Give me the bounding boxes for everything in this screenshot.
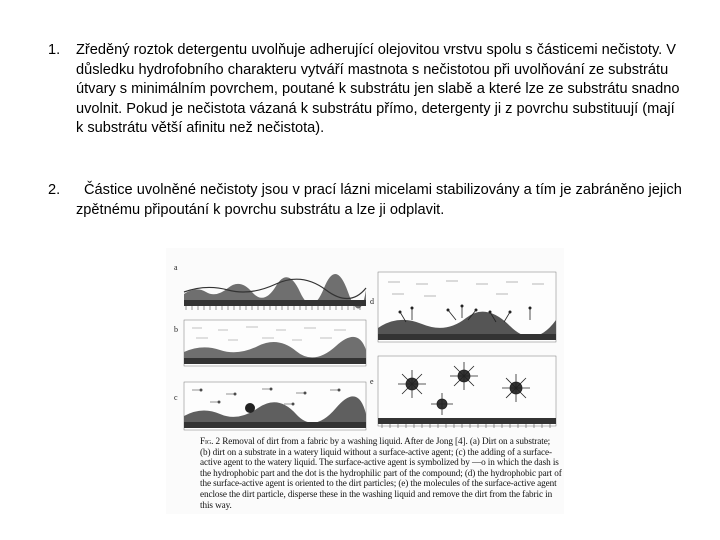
- list-item-text: Zředěný roztok detergentu uvolňuje adherující olejovitou vrstvu spolu s částicemi nečistoty. V důsledku hydrofobního charakteru vytváří mastnota s nečistotou při uvolňování ze substrátu útvary s minimálním povrchem, poutané k substrátu jen slabě a které lze ze substrátu snadno uvolnit. Pokud je nečistota vázaná k substrátu přímo, detergenty ji z povrchu substituují (mají k substrátu větší afinitu než nečistota).: [76, 42, 680, 137]
- panel-label-e: e: [370, 377, 374, 386]
- list-item-text: Částice uvolněné nečistoty jsou v prací lázni micelami stabilizovány a tím je zabráněno jejich zpětnému připoutání k povrchu substrátu a lze ji odplavit.: [76, 182, 682, 218]
- panel-label-b: b: [174, 325, 178, 334]
- panel-label-c: c: [174, 393, 178, 402]
- figure-caption-label: Fig. 2: [200, 436, 221, 446]
- panel-label-d: d: [370, 297, 374, 306]
- figure-caption: [200, 436, 562, 510]
- figure-caption-text: Removal of dirt from a fabric by a washing liquid. After de Jong [4]. (a) Dirt on a substrate; (b) dirt on a substrate in a watery liquid without a surface-active agent; (c) the adding of a surface-active agent to the watery liquid. The surface-active agent is symbolized by —o in which the dash is the hydrophobic part and the dot is the hydrophilic part of the compound; (d) the hydrophobic part of the surface-active agent is oriented to the dirt particles; (e) the molecules of the surface-active agent enclose the dirt particle, disperse these in the washing liquid and remove the dirt from the fabric in this way.: [200, 436, 562, 510]
- list-item-1: [42, 41, 682, 139]
- list-item-number: 1.: [48, 42, 61, 58]
- panel-c: [184, 382, 366, 430]
- panel-b: [184, 320, 366, 366]
- panel-d: [378, 272, 556, 342]
- panel-label-a: a: [174, 263, 178, 272]
- panel-e: [378, 356, 556, 428]
- list-item-number: 2.: [48, 182, 61, 198]
- list-item-2: [42, 181, 682, 220]
